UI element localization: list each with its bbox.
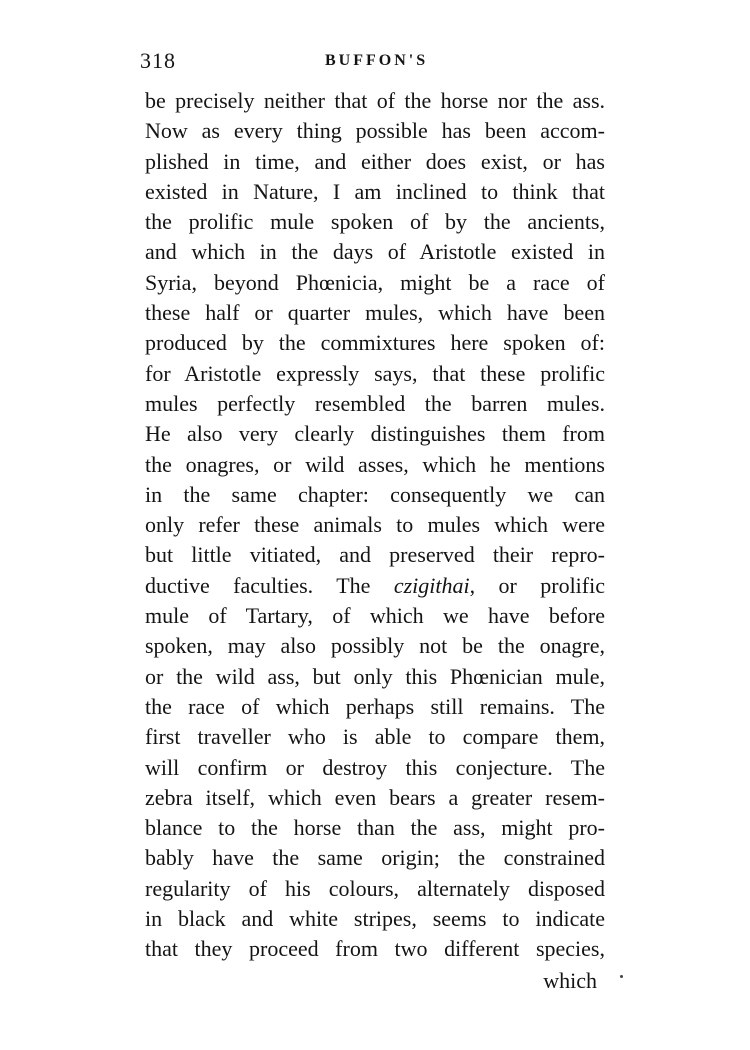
text-line: existed in Nature, I am inclined to think that: [145, 178, 605, 204]
text-line: the race of which perhaps still remains. The: [145, 693, 605, 719]
text-line: be precisely neither that of the horse nor the ass.: [145, 88, 605, 113]
text-line: plished in time, and either does exist, or has: [145, 148, 605, 174]
text-line: the prolific mule spoken of by the ancients,: [145, 209, 605, 235]
text-line: in black and white stripes, seems to indicate: [145, 906, 605, 932]
text-line: Syria, beyond Phœnicia, might be a race of: [145, 269, 605, 295]
text-line: first traveller who is able to compare them,: [145, 724, 605, 750]
text-line: and which in the days of Aristotle existed in: [145, 239, 605, 265]
body-text: [145, 86, 605, 965]
text-line: bably have the same origin; the constrained: [145, 845, 605, 871]
text-line: the onagres, or wild asses, which he mentions: [145, 451, 605, 477]
text-line: only refer these animals to mules which were: [145, 512, 605, 538]
text-line: that they proceed from two different species,: [145, 936, 605, 962]
ink-speck: [620, 975, 623, 978]
text-line: but little vitiated, and preserved their repro-: [145, 542, 605, 568]
text-line: or the wild ass, but only this Phœnician mule,: [145, 663, 605, 689]
text-line: Now as every thing possible has been accom-: [145, 118, 605, 144]
text-line: mule of Tartary, of which we have before: [145, 603, 605, 629]
italic-term: czigithai: [393, 572, 470, 598]
text-line: spoken, may also possibly not be the onagre,: [145, 633, 605, 659]
running-head: BUFFON'S: [325, 52, 429, 69]
text-line: will confirm or destroy this conjecture. The: [145, 754, 605, 780]
text-line: produced by the commixtures here spoken of:: [145, 330, 605, 356]
text-line: these half or quarter mules, which have been: [145, 300, 605, 326]
text-line: mules perfectly resembled the barren mules.: [145, 390, 605, 416]
text-line: zebra itself, which even bears a greater resem-: [145, 784, 605, 810]
catchword: which: [543, 968, 597, 993]
text-line: regularity of his colours, alternately disposed: [145, 875, 605, 901]
text-line: He also very clearly distinguishes them from: [145, 421, 605, 447]
page-number: 318: [140, 48, 176, 73]
text-line-with-italic: ductive faculties. The czigithai, or prolific: [145, 572, 605, 598]
text-line: blance to the horse than the ass, might pro-: [145, 815, 605, 841]
text-line: in the same chapter: consequently we can: [145, 481, 605, 507]
text-line: for Aristotle expressly says, that these prolific: [145, 360, 605, 386]
